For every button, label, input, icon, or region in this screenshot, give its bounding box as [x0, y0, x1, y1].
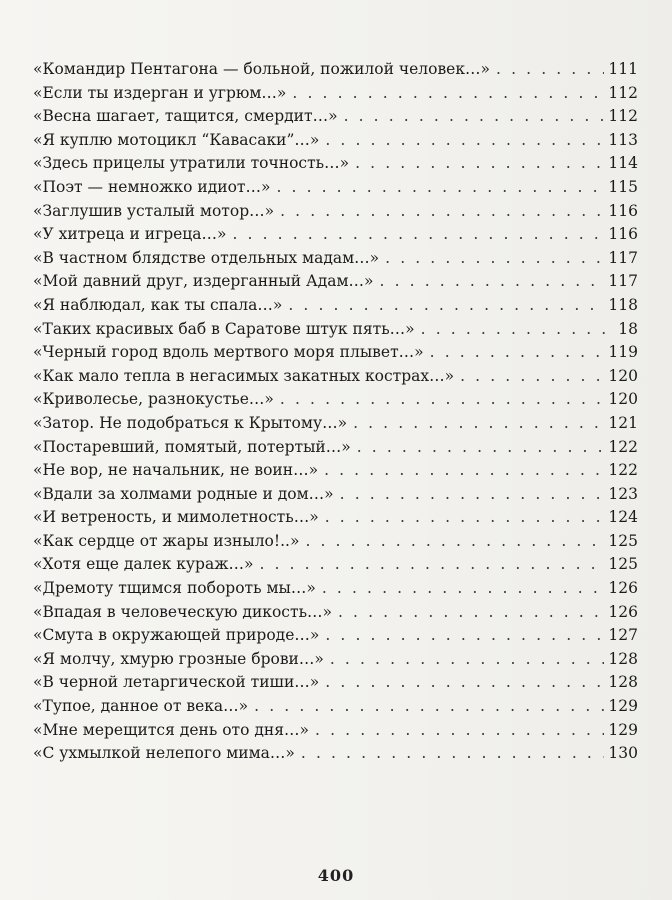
toc-entry-page: 120	[608, 366, 638, 385]
toc-entry	[33, 176, 638, 200]
toc-entry	[33, 530, 638, 554]
toc-entry	[33, 648, 638, 672]
toc-entry	[33, 318, 638, 342]
toc-entry	[33, 82, 638, 106]
toc-entry-title: «Здесь прицелы утратили точность…»	[33, 154, 350, 173]
toc-entry-title: «Мой давний друг, издерганный Адам…»	[33, 272, 374, 291]
toc-entry	[33, 200, 638, 224]
toc-entry-title: «Если ты издерган и угрюм…»	[33, 83, 287, 102]
toc-entry-page: 118	[608, 295, 638, 314]
toc-entry	[33, 412, 638, 436]
toc-entry-page: 112	[608, 107, 638, 126]
toc-entry-title: «С ухмылкой нелепого мима…»	[33, 744, 295, 763]
page-number: 400	[317, 866, 355, 885]
toc-entry-title: «Поэт — немножко идиот…»	[33, 177, 271, 196]
toc-entry	[33, 695, 638, 719]
toc-entry-title: «Не вор, не начальник, не воин…»	[33, 461, 319, 480]
toc-entry-title: «В черной летаргической тиши…»	[33, 673, 320, 692]
toc-entry	[33, 294, 638, 318]
toc-entry	[33, 577, 638, 601]
dot-leader	[338, 601, 604, 625]
toc-entry	[33, 624, 638, 648]
toc-entry-page: 125	[608, 531, 638, 550]
toc-entry-page: 128	[608, 673, 638, 692]
dot-leader	[325, 671, 604, 695]
toc-entry	[33, 459, 638, 483]
dot-leader	[254, 695, 604, 719]
dot-leader	[305, 530, 604, 554]
toc-entry-page: 122	[608, 461, 638, 480]
toc-entry	[33, 152, 638, 176]
dot-leader	[292, 82, 604, 106]
toc-entry-page: 112	[608, 83, 638, 102]
toc-entry-page: 128	[608, 649, 638, 668]
toc-entry-page: 121	[608, 413, 638, 432]
toc-entry	[33, 483, 638, 507]
dot-leader	[330, 648, 605, 672]
dot-leader	[357, 436, 605, 460]
dot-leader	[280, 388, 605, 412]
dot-leader	[353, 412, 604, 436]
dot-leader	[355, 152, 604, 176]
dot-leader	[325, 129, 604, 153]
toc-entry	[33, 223, 638, 247]
dot-leader	[301, 742, 605, 766]
toc-entry-page: 18	[618, 319, 638, 338]
toc-entry-title: «Как сердце от жары изныло!..»	[33, 531, 300, 550]
toc-entry-page: 129	[608, 697, 638, 716]
dot-leader	[322, 577, 605, 601]
toc-entry-page: 116	[608, 201, 638, 220]
toc-entry	[33, 436, 638, 460]
toc-entry-title: «Как мало тепла в негасимых закатных кострах…»	[33, 366, 455, 385]
toc-entry-title: «Таких красивых баб в Саратове штук пять…»	[33, 319, 415, 338]
toc-entry-title: «Я молчу, хмурю грозные брови…»	[33, 649, 324, 668]
toc-entry-page: 115	[608, 177, 638, 196]
toc-entry-page: 119	[608, 343, 638, 362]
toc-entry-title: «Тупое, данное от века…»	[33, 697, 249, 716]
toc-entry	[33, 58, 638, 82]
toc-entry-page: 126	[608, 579, 638, 598]
toc-entry-page: 127	[608, 626, 638, 645]
dot-leader	[324, 459, 604, 483]
dot-leader	[233, 223, 605, 247]
dot-leader	[496, 58, 604, 82]
toc-entry	[33, 671, 638, 695]
toc-entry-title: «У хитреца и игреца…»	[33, 225, 227, 244]
toc-entry-title: «Я наблюдал, как ты спала…»	[33, 295, 283, 314]
toc-entry-title: «Командир Пентагона — больной, пожилой человек…»	[33, 60, 491, 78]
toc-entry	[33, 105, 638, 129]
toc-entry-title: «Впадая в человеческую дикость…»	[33, 602, 332, 621]
toc-entry	[33, 553, 638, 577]
toc-entry-page: 125	[608, 555, 638, 574]
toc-entry-page: 114	[608, 154, 638, 173]
dot-leader	[325, 506, 605, 530]
dot-leader	[325, 624, 604, 648]
dot-leader	[344, 105, 605, 129]
toc-entry-page: 117	[608, 272, 638, 291]
toc-entry-page: 113	[608, 130, 638, 149]
toc-entry	[33, 506, 638, 530]
toc-entry-title: «Криволесье, разнокустье…»	[33, 390, 274, 409]
toc-entry-page: 117	[608, 248, 638, 267]
toc-entry-title: «Заглушив усталый мотор…»	[33, 201, 275, 220]
toc-entry-title: «В частном блядстве отдельных мадам…»	[33, 248, 380, 267]
dot-leader	[280, 200, 604, 224]
toc-entry	[33, 341, 638, 365]
toc-entry-page: 111	[608, 60, 638, 78]
toc-entry-page: 120	[608, 390, 638, 409]
dot-leader	[421, 318, 606, 342]
dot-leader	[276, 176, 604, 200]
toc-entry-title: «И ветреность, и мимолетность…»	[33, 508, 319, 527]
toc-entry-page: 129	[608, 720, 638, 739]
toc-entry-title: «Весна шагает, тащится, смердит…»	[33, 107, 338, 126]
toc-entry-page: 122	[608, 437, 638, 456]
toc-entry-title: «Вдали за холмами родные и дом…»	[33, 484, 334, 503]
dot-leader	[385, 247, 604, 271]
dot-leader	[380, 270, 605, 294]
toc-entry-title: «Дремоту тщимся побороть мы…»	[33, 579, 316, 598]
toc-entry-page: 126	[608, 602, 638, 621]
dot-leader	[430, 341, 605, 365]
toc-entry-title: «Мне мерещится день ото дня…»	[33, 720, 310, 739]
toc-entry-title: «Хотя еще далек кураж…»	[33, 555, 254, 574]
toc-entry	[33, 129, 638, 153]
toc-entry	[33, 388, 638, 412]
dot-leader	[460, 365, 604, 389]
dot-leader	[315, 719, 604, 743]
dot-leader	[288, 294, 604, 318]
toc-entry-title: «Смута в окружающей природе…»	[33, 626, 320, 645]
toc-entry	[33, 601, 638, 625]
toc-entry-page: 116	[608, 225, 638, 244]
table-of-contents	[33, 58, 638, 766]
toc-entry	[33, 247, 638, 271]
toc-entry	[33, 719, 638, 743]
dot-leader	[259, 553, 604, 577]
toc-entry-title: «Постаревший, помятый, потертый…»	[33, 437, 351, 456]
toc-entry-page: 130	[608, 744, 638, 763]
toc-entry-title: «Затор. Не подобраться к Крытому…»	[33, 413, 348, 432]
toc-entry	[33, 365, 638, 389]
toc-entry-title: «Я куплю мотоцикл “Кавасаки”…»	[33, 130, 320, 149]
toc-entry	[33, 742, 638, 766]
dot-leader	[340, 483, 605, 507]
toc-entry-page: 123	[608, 484, 638, 503]
toc-entry-title: «Черный город вдоль мертвого моря плывет…»	[33, 343, 424, 362]
toc-entry-page: 124	[608, 508, 638, 527]
toc-entry	[33, 270, 638, 294]
